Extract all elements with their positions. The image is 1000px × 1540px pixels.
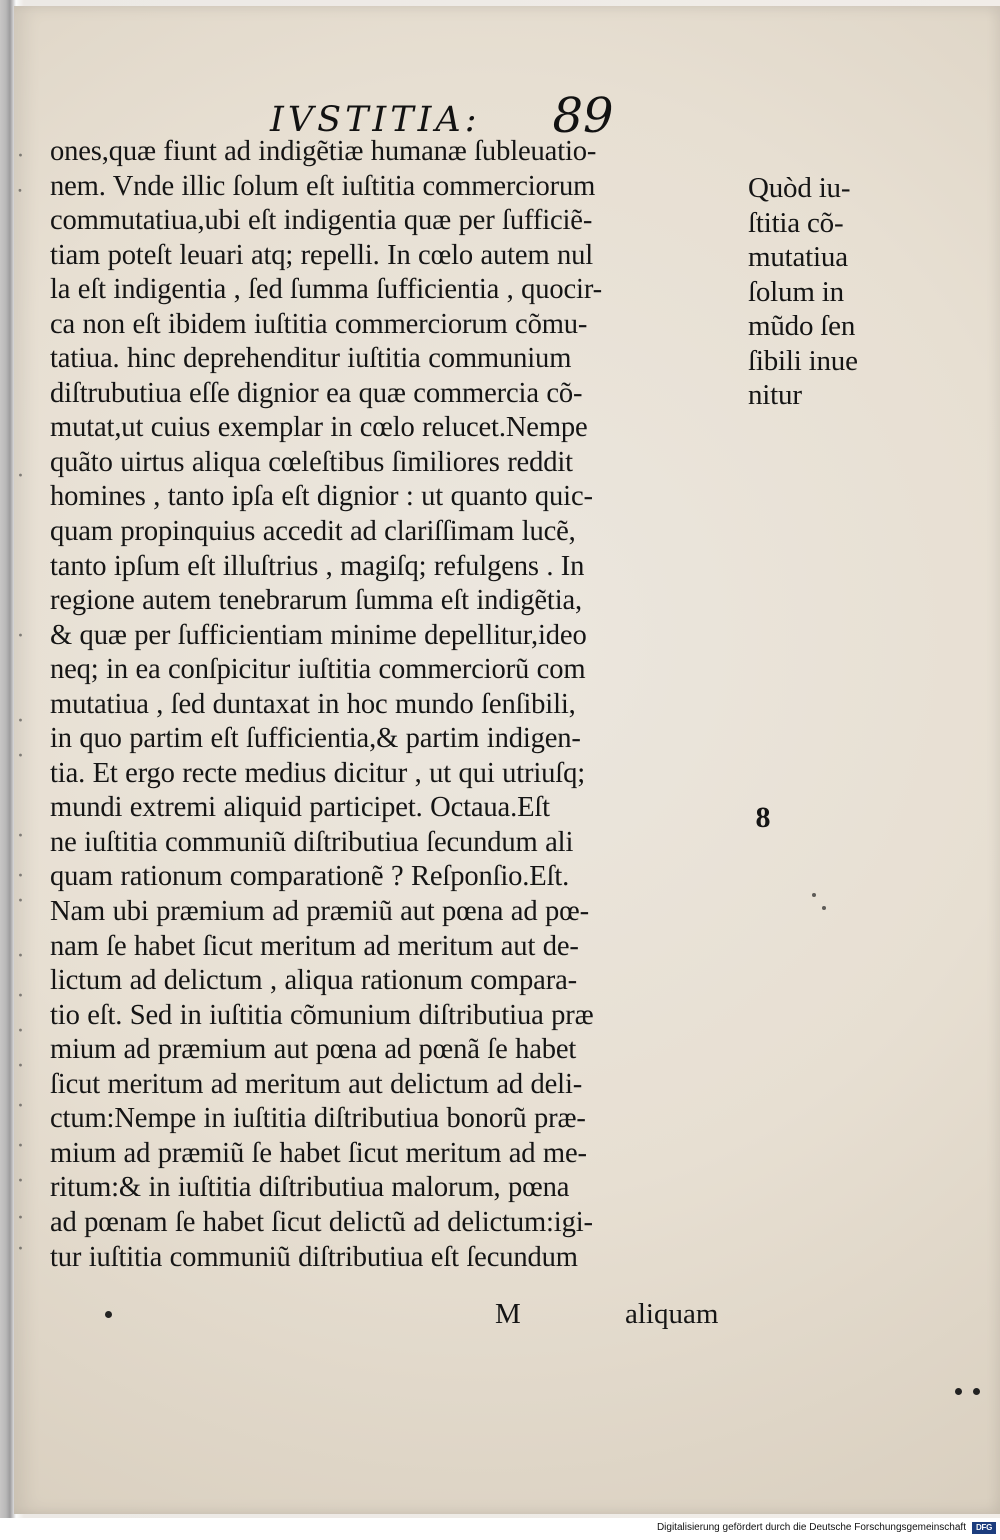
text-line: la eſt indigentia , ſed ſumma ſufficientia , quocir- [50,273,603,306]
text-line: ritum:& in iuſtitia diſtributiua malorum, pœna [50,1171,570,1204]
gutter-mark: · [17,864,24,889]
margin-note-line: ſibili inue [748,344,858,377]
funding-credit: Digitalisierung gefördert durch die Deutsche Forschungsgemeinschaft [656,1522,966,1533]
ink-dot [955,1388,962,1395]
margin-note-line: mũdo ſen [748,310,856,342]
gutter-mark: · [17,1169,24,1194]
margin-note-line: mutatiua [748,241,848,273]
text-line: mium ad præmiũ ſe habet ſicut meritum ad me- [50,1136,587,1169]
text-line: nam ſe habet ſicut meritum ad meritum aut de- [50,929,579,962]
gutter-mark: · [17,944,24,969]
text-line: quam rationum comparationẽ ? Reſponſio.Eſt. [50,860,570,893]
ink-dot [105,1311,112,1318]
gutter-mark: · [17,1206,24,1231]
text-line: lictum ad delictum , aliqua rationum compara- [50,964,577,997]
gutter-mark: · [17,889,24,914]
gutter-mark: ⸱ [17,179,23,204]
text-line: tur iuſtitia communiũ diſtributiua eſt ſecundum [50,1240,578,1273]
gutter-mark: · [17,144,24,169]
text-line: mutat,ut cuius exemplar in cœlo relucet.Nempe [50,411,588,444]
text-line: Nam ubi præmium ad præmiũ aut pœna ad pœ- [50,895,589,928]
text-line: mundi extremi aliquid participet. Octaua.Eſt [50,791,550,824]
text-line: in quo partim eſt ſufficientia,& partim indigen- [50,722,581,755]
main-text-block [50,134,730,1274]
digitization-footer [0,1518,1000,1540]
catchword: aliquam [625,1298,719,1330]
gutter-mark: · [17,1019,24,1044]
text-line: ſicut meritum ad meritum aut delictum ad deli- [50,1067,583,1100]
text-line: regione autem tenebrarum ſumma eſt indigẽtia, [50,584,583,617]
margin-note-line: ſtitia cõ- [748,206,844,239]
ink-dot [973,1388,980,1395]
ink-dot [822,906,826,910]
book-page [14,6,1000,1514]
text-line: ne iuſtitia communiũ diſtributiua ſecundum ali [50,825,574,858]
signature-mark: M [495,1298,521,1330]
text-line: quãto uirtus aliqua cœleſtibus ſimiliores reddit [50,445,573,478]
gutter-mark: · [17,984,24,1009]
text-line: mutatiua , ſed duntaxat in hoc mundo ſenſibili, [50,687,576,720]
margin-note-line: ſolum in [748,275,844,308]
dfg-logo: DFG [972,1522,996,1534]
text-line: ad pœnam ſe habet ſicut delictũ ad delictum:igi- [50,1205,593,1238]
text-line: nem. Vnde illic ſolum eſt iuſtitia commerciorum [50,169,596,202]
text-line: quam propinquius accedit ad clariſſimam lucẽ, [50,515,576,548]
text-line: & quæ per ſufficientiam minime depellitur,ideo [50,618,587,651]
running-title: IVSTITIA: [270,100,481,140]
text-line: commutatiua,ubi eſt indigentia quæ per ſufficiẽ- [50,204,593,237]
page-footer-signature-catchword [105,1294,725,1334]
text-line: mium ad præmium aut pœna ad pœnã ſe habet [50,1033,577,1066]
gutter-marks [17,126,37,1376]
margin-note-line: nitur [748,379,802,411]
text-line: ca non eſt ibidem iuſtitia commerciorum cõmu- [50,307,588,340]
text-line: diſtrubutiua eſſe dignior ea quæ commercia cõ- [50,376,583,409]
gutter-mark: · [17,464,24,489]
text-line: neq; in ea conſpicitur iuſtitia commerciorũ com [50,653,586,686]
gutter-mark: · [17,624,24,649]
gutter-mark: · [17,824,24,849]
gutter-mark: · [17,744,24,769]
gutter-mark: · [17,709,24,734]
text-line: tio eſt. Sed in iuſtitia cõmunium diſtributiua præ [50,998,594,1031]
folio-number: 89 [552,87,614,144]
text-line: tia. Et ergo recte medius dicitur , ut qui utriuſq; [50,756,586,789]
gutter-mark: · [17,1237,24,1262]
gutter-mark: · [17,1094,24,1119]
text-line: tiam poteſt leuari atq; repelli. In cœlo autem nul [50,238,594,271]
margin-note [748,171,898,413]
gutter-mark: · [17,1134,24,1159]
ink-dot [812,893,816,897]
text-line: tatiua. hinc deprehenditur iuſtitia communium [50,342,572,375]
text-line: ones,quæ fiunt ad indigẽtiæ humanæ ſubleuatio- [50,135,597,167]
gutter-mark: · [17,1054,24,1079]
text-line: homines , tanto ipſa eſt dignior : ut quanto quic- [50,480,593,513]
text-line: tanto ipſum eſt illuſtrius , magiſq; refulgens . In [50,549,585,582]
margin-mark: 8 [755,801,771,834]
margin-note-line: Quòd iu- [748,172,851,204]
text-line: ctum:Nempe in iuſtitia diſtributiua bonorũ præ- [50,1102,586,1135]
running-head [270,87,770,144]
